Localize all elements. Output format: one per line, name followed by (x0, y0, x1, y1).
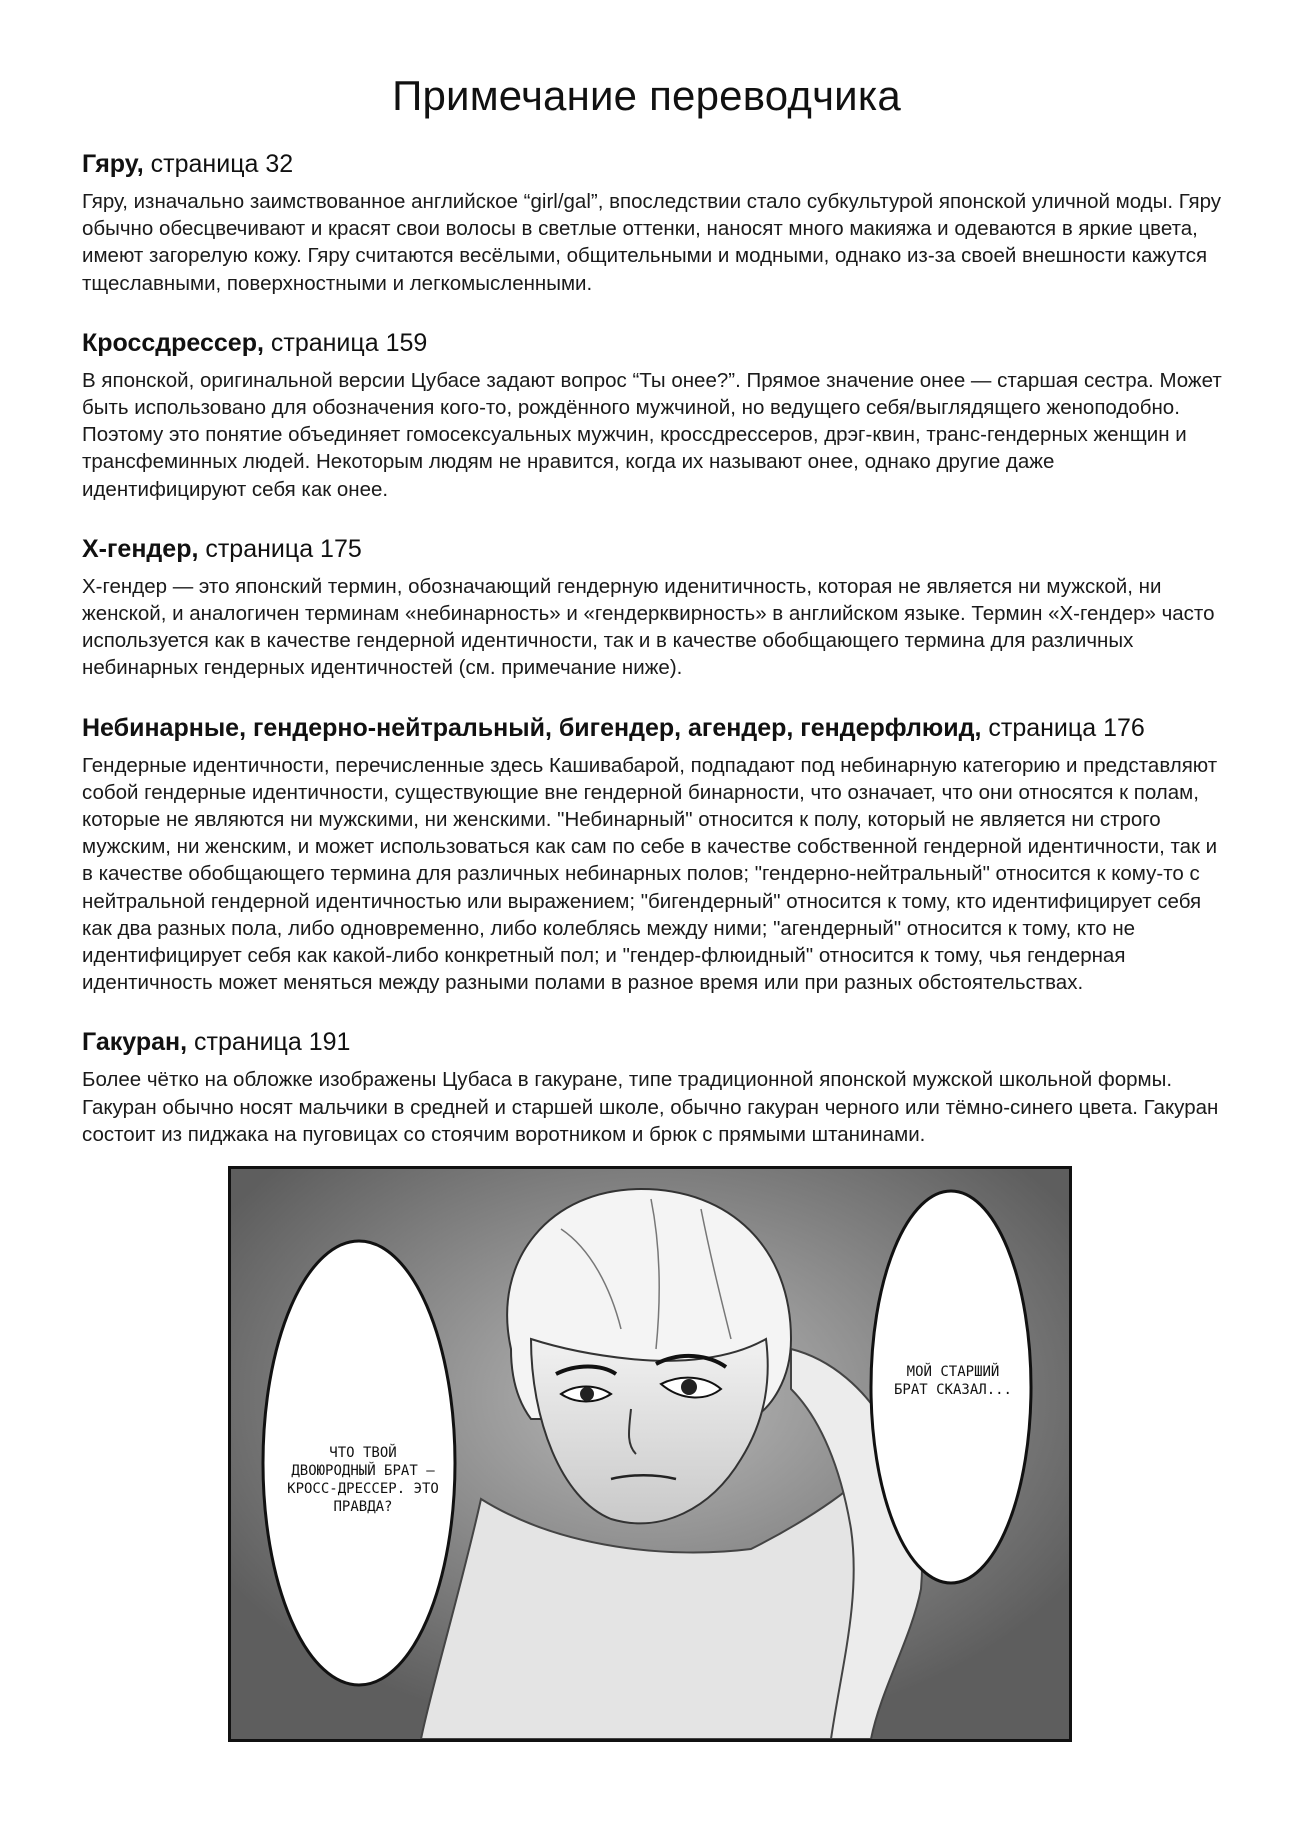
note-text: Гендерные идентичности, перечисленные здесь Кашивабарой, подпадают под небинарную категорию и представляют собой гендерные идентичности, существующие вне гендерной бинарности, что означает, что они относятся к полам, которые не являются ни мужскими, ни женскими. "Небинарный" относится к полу, который не является ни строго мужским, ни женским, и может использоваться как сам по себе в качестве собственной гендерной идентичности, так и в качестве обобщающего термина для различных небинарных полов; "гендерно-нейтральный" относится к кому-то с нейтральной гендерной идентичностью или выражением; "бигендерный" относится к тому, кто идентифицирует себя как два разных пола, либо одновременно, либо колеблясь между ними; "агендерный" относится к тому, кто не идентифицирует себя как какой-либо конкретный пол; и "гендер-флюидный" относится к тому, чья гендерная идентичность может меняться между разными полами в разное время или при разных обстоятельствах. (82, 753, 1218, 995)
note-gakuran (82, 1026, 1222, 1148)
note-x-gender (82, 533, 1222, 682)
note-nonbinary (82, 712, 1222, 997)
note-term: Гяру, (82, 150, 144, 178)
note-page-ref: страница 175 (198, 534, 362, 563)
note-text: Гяру, изначально заимствованное английское “girl/gal”, впоследствии стало субкультурой японской уличной моды. Гяру обычно обесцвечивают и красят свои волосы в светлые оттенки, наносят много макияжа и одеваются в яркие цвета, имеют загорелую кожу. Гяру считаются весёлыми, общительными и модными, однако из-за своей внешности кажутся тщеславными, поверхностными и легкомысленными. (82, 190, 1222, 295)
translator-notes (82, 148, 1222, 1178)
speech-bubble-right: МОЙ СТАРШИЙ БРАТ СКАЗАЛ... (893, 1364, 1012, 1398)
note-heading (82, 148, 1222, 180)
note-term: Х-гендер, (82, 534, 199, 563)
note-text: Х-гендер — это японский термин, обозначающий гендерную иденитичность, которая не является ни мужской, ни женской, и аналогичен терминам «небинарность» и «гендерквирность» в английском языке. Термин «Х-гендер» часто используется как в качестве гендерной идентичности, так и в качестве обобщающего термина для различных небинарных гендерных идентичностей (см. примечание ниже). (82, 574, 1215, 680)
note-page-ref: страница 32 (143, 150, 294, 178)
note-crossdresser (82, 327, 1222, 503)
note-page-ref: страница 191 (187, 1028, 351, 1057)
note-page-ref: страница 159 (263, 328, 428, 357)
note-text: Более чётко на обложке изображены Цубаса в гакуране, типе традиционной японской мужской школьной формы. Гакуран обычно носят мальчики в средней и старшей школе, обычно гакуран черного или тёмно-синего цвета. Гакуран состоит из пиджака на пуговицах со стоячим воротником и брюк с прямыми штанинами. (82, 1068, 1219, 1146)
note-heading (82, 1026, 1222, 1058)
note-term: Гакуран, (82, 1028, 188, 1057)
note-gyaru (82, 148, 1222, 297)
note-heading (82, 327, 1222, 359)
note-term: Небинарные, гендерно-нейтральный, бигендер, агендер, гендерфлюид, (82, 713, 982, 742)
note-text: В японской, оригинальной версии Цубасе задают вопрос “Ты онее?”. Прямое значение онее — старшая сестра. Может быть использовано для обозначения кого-то, рождённого мужчиной, но ведущего себя/выглядящего женоподобно. Поэтому это понятие объединяет гомосексуальных мужчин, кроссдрессеров, дрэг-квин, транс-гендерных женщин и трансфеминных людей. Некоторым людям не нравится, когда их называют онее, однако другие даже идентифицируют себя как онее. (82, 368, 1222, 501)
manga-panel (228, 1166, 1072, 1742)
speech-bubble-left: ЧТО ТВОЙ ДВОЮРОДНЫЙ БРАТ – КРОСС-ДРЕССЕР. ЭТО ПРАВДА? (287, 1445, 439, 1515)
note-heading (82, 712, 1222, 744)
note-term: Кроссдрессер, (82, 328, 264, 357)
page-title: Примечание переводчика (392, 72, 901, 120)
note-page-ref: страница 176 (981, 713, 1145, 742)
note-heading (82, 533, 1222, 565)
